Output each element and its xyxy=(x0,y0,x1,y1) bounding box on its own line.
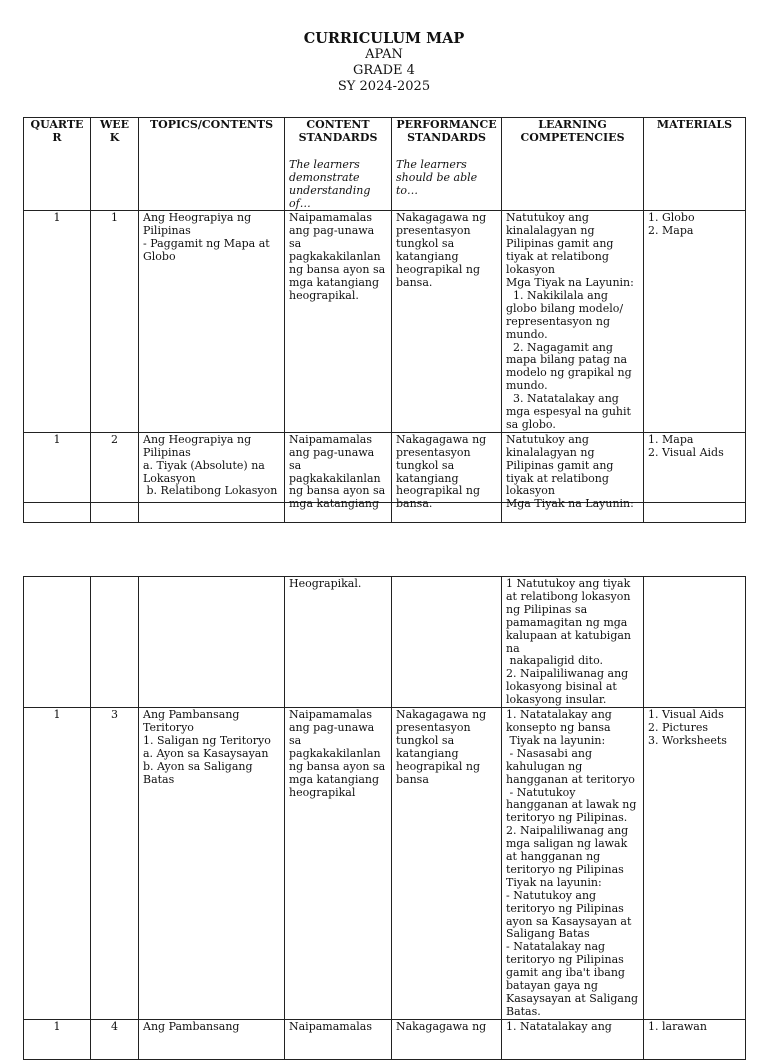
document-subject: APAN xyxy=(365,47,403,62)
text-line: 1. Saligan ng Teritoryo xyxy=(143,733,271,747)
text-line: Pilipinas gamit ang xyxy=(506,237,614,251)
text-line: heograpikal ng xyxy=(396,484,480,498)
text-line: ang pag-unawa xyxy=(289,720,375,734)
text-line: Naipamamalas xyxy=(289,708,372,722)
text-line: Nakagagawa ng xyxy=(396,1019,487,1033)
text-line: b. Ayon sa Saligang xyxy=(143,759,253,773)
week-cell: 4 xyxy=(91,1019,139,1059)
text-line: R xyxy=(52,130,62,144)
col-header-materials xyxy=(644,118,746,211)
text-line: TOPICS/CONTENTS xyxy=(149,118,274,131)
document-header xyxy=(0,31,768,95)
text-line: - Paggamit ng Mapa at xyxy=(143,237,270,251)
text-line: LEARNING xyxy=(538,118,607,131)
text-line: katangiang xyxy=(396,250,459,264)
text-line: b. Relatibong Lokasyon xyxy=(143,484,278,498)
text-line: mga katangiang xyxy=(289,497,380,511)
text-line: The learners xyxy=(289,157,360,171)
text-line: 1. larawan xyxy=(648,1019,707,1033)
text-line: tungkol sa xyxy=(396,237,455,251)
text-line: ng bansa ayon sa xyxy=(289,484,386,498)
performance-standards-cell xyxy=(392,577,502,708)
document-title: CURRICULUM MAP xyxy=(303,30,465,47)
text-line: to… xyxy=(396,183,419,197)
text-line: katangiang xyxy=(396,471,459,485)
quarter-cell: 1 xyxy=(24,1019,91,1059)
col-header-content-standards xyxy=(285,118,392,211)
table-row-week-2-continued xyxy=(24,577,746,708)
text-line: nakapaligid dito. xyxy=(506,654,604,668)
text-line: teritoryo ng Pilipinas xyxy=(506,953,624,967)
text-line: The learners xyxy=(396,157,467,171)
text-line: mundo. xyxy=(506,327,548,341)
content-standards-cell xyxy=(285,211,392,432)
performance-standards-cell xyxy=(392,211,502,432)
text-line: STANDARDS xyxy=(298,130,378,144)
topics-cell xyxy=(139,708,285,1020)
text-line: lokasyon xyxy=(506,263,555,277)
text-line: Lokasyon xyxy=(143,471,196,485)
week-cell: 1 xyxy=(91,211,139,432)
materials-cell xyxy=(644,1019,746,1059)
text-line: Pilipinas xyxy=(143,445,191,459)
text-line: 3. Worksheets xyxy=(648,733,727,747)
text-line: 1. Natatalakay ang xyxy=(506,708,612,722)
curriculum-table-block-1 xyxy=(23,117,745,511)
week-cell: 2 xyxy=(91,432,139,522)
text-line: sa xyxy=(289,733,302,747)
text-line: 1. Natatalakay ang xyxy=(506,1019,612,1033)
text-line: representasyon ng xyxy=(506,314,610,328)
text-line: a. Tiyak (Absolute) na xyxy=(143,458,265,472)
text-line: pagkakakilanlan xyxy=(289,471,381,485)
text-line: PERFORMANCE xyxy=(396,118,497,131)
week-cell xyxy=(91,577,139,708)
text-line: ng Pilipinas sa xyxy=(506,602,588,616)
text-line: of… xyxy=(289,196,311,210)
performance-standards-cell xyxy=(392,708,502,1020)
text-line: pagkakakilanlan xyxy=(289,250,381,264)
document-school-year: SY 2024-2025 xyxy=(337,79,431,94)
text-line: teritoryo ng Pilipinas xyxy=(506,901,624,915)
text-line: at hangganan ng xyxy=(506,850,601,864)
text-line: Ang Pambansang xyxy=(143,708,240,722)
text-line: Batas. xyxy=(506,1004,541,1018)
text-line: batayan gaya ng xyxy=(506,979,598,993)
text-line: Mga Tiyak na Layunin: xyxy=(506,275,634,289)
text-line: 1. Visual Aids xyxy=(648,708,724,722)
text-line: Natutukoy ang xyxy=(506,211,589,225)
text-line: presentasyon xyxy=(396,224,471,238)
text-line: a. Ayon sa Kasaysayan xyxy=(143,746,269,760)
quarter-cell: 1 xyxy=(24,432,91,522)
text-line: kinalalagyan ng xyxy=(506,445,595,459)
text-line: CONTENT xyxy=(306,118,370,131)
table-row-week-4 xyxy=(24,1019,746,1059)
text-line: kinalalagyan ng xyxy=(506,224,595,238)
materials-cell xyxy=(644,708,746,1020)
text-line: Tiyak na layunin: xyxy=(506,733,606,747)
text-line: mga katangiang xyxy=(289,275,380,289)
text-line: WEE xyxy=(99,118,130,131)
text-line: - Nasasabi ang xyxy=(506,746,593,760)
text-line: QUARTE xyxy=(30,118,84,131)
text-line: presentasyon xyxy=(396,445,471,459)
text-line: Pilipinas gamit ang xyxy=(506,458,614,472)
content-standards-heading xyxy=(289,119,387,145)
col-header-topics xyxy=(139,118,285,211)
text-line: Naipamamalas xyxy=(289,432,372,446)
text-line: Saligang Batas xyxy=(506,927,590,941)
text-line: 2. Visual Aids xyxy=(648,445,724,459)
topics-cell xyxy=(139,211,285,432)
curriculum-table-part-2 xyxy=(23,576,746,1060)
competencies-cell xyxy=(502,211,644,432)
materials-cell xyxy=(644,211,746,432)
text-line: lokasyong bisinal at xyxy=(506,680,617,694)
text-line: Nakagagawa ng xyxy=(396,708,487,722)
text-line: 2. Naipaliliwanag ang xyxy=(506,667,629,681)
table-row-week-3 xyxy=(24,708,746,1020)
competencies-cell xyxy=(502,708,644,1020)
text-line: sa xyxy=(289,458,302,472)
text-line: Batas xyxy=(143,772,175,786)
text-line: gamit ang iba't ibang xyxy=(506,966,625,980)
text-line: heograpikal ng xyxy=(396,759,480,773)
performance-standards-cell xyxy=(392,1019,502,1059)
text-line: Natutukoy ang xyxy=(506,432,589,446)
text-line: ng bansa ayon sa xyxy=(289,263,386,277)
topics-cell xyxy=(139,1019,285,1059)
text-line: MATERIALS xyxy=(656,118,733,131)
curriculum-table-block-2 xyxy=(23,576,745,1033)
text-line: 1. Globo xyxy=(648,211,695,225)
text-line: Heograpikal. xyxy=(289,577,362,590)
table-header-row xyxy=(24,118,746,211)
text-line: heograpikal. xyxy=(289,288,359,302)
text-line: bansa. xyxy=(396,497,433,511)
text-line: ang pag-unawa xyxy=(289,445,375,459)
text-line: - Natutukoy xyxy=(506,785,576,799)
quarter-cell xyxy=(24,577,91,708)
text-line: Ang Heograpiya ng xyxy=(143,211,252,225)
text-line: lokasyong insular. xyxy=(506,693,607,707)
text-line: mundo. xyxy=(506,379,548,393)
text-line: mga saligan ng lawak xyxy=(506,837,628,851)
text-line: tiyak at relatibong xyxy=(506,471,609,485)
text-line: ng bansa ayon sa xyxy=(289,759,386,773)
text-line: hangganan at lawak ng xyxy=(506,798,637,812)
text-line: - Natutukoy ang xyxy=(506,888,597,902)
topics-cell xyxy=(139,432,285,522)
text-line: 3. Natatalakay ang xyxy=(506,392,619,406)
text-line: should be able xyxy=(396,170,478,184)
col-header-competencies xyxy=(502,118,644,211)
text-line: K xyxy=(109,130,120,144)
text-line: bansa xyxy=(396,772,429,786)
text-line: presentasyon xyxy=(396,720,471,734)
text-line: STANDARDS xyxy=(407,130,486,144)
text-line: teritoryo ng Pilipinas xyxy=(506,862,624,876)
text-line: Nakagagawa ng xyxy=(396,432,487,446)
quarter-cell: 1 xyxy=(24,211,91,432)
text-line: bansa. xyxy=(396,275,433,289)
competencies-cell xyxy=(502,432,644,522)
text-line: Teritoryo xyxy=(143,720,194,734)
materials-cell xyxy=(644,577,746,708)
text-line: Ang Pambansang xyxy=(143,1019,240,1033)
text-line: Mga Tiyak na Layunin: xyxy=(506,497,634,511)
curriculum-table-part-1 xyxy=(23,117,746,523)
text-line: pamamagitan ng mga xyxy=(506,615,628,629)
competencies-cell xyxy=(502,577,644,708)
content-standards-cell xyxy=(285,708,392,1020)
text-line: 2. Nagagamit ang xyxy=(506,340,613,354)
text-line: ayon sa Kasaysayan at xyxy=(506,914,632,928)
text-line: Tiyak na layunin: xyxy=(506,875,602,889)
text-line: teritoryo ng Pilipinas. xyxy=(506,811,628,825)
text-line: sa xyxy=(289,237,302,251)
text-line: 2. Naipaliliwanag ang xyxy=(506,824,629,838)
text-line: Nakagagawa ng xyxy=(396,211,487,225)
performance-standards-note xyxy=(396,159,497,198)
col-header-performance-standards xyxy=(392,118,502,211)
text-line: pagkakakilanlan xyxy=(289,746,381,760)
text-line: Kasaysayan at Saligang xyxy=(506,992,639,1005)
text-line: Ang Heograpiya ng xyxy=(143,432,252,446)
content-standards-cell xyxy=(285,577,392,708)
performance-standards-heading xyxy=(396,119,497,145)
text-line: mga espesyal na guhit xyxy=(506,405,631,419)
text-line: tungkol sa xyxy=(396,458,455,472)
text-line: 1. Mapa xyxy=(648,432,694,446)
text-line: mga katangiang xyxy=(289,772,380,786)
text-line: tiyak at relatibong xyxy=(506,250,609,264)
text-line: tungkol sa xyxy=(396,733,455,747)
text-line: lokasyon xyxy=(506,484,555,498)
content-standards-cell xyxy=(285,432,392,522)
text-line: kalupaan at katubigan xyxy=(506,628,632,642)
text-line: COMPETENCIES xyxy=(520,130,625,144)
text-line: modelo ng grapikal ng xyxy=(506,366,632,380)
text-line: Naipamamalas xyxy=(289,211,372,225)
text-line: at relatibong lokasyon xyxy=(506,589,631,603)
text-line: demonstrate xyxy=(289,170,360,184)
col-header-week xyxy=(91,118,139,211)
quarter-cell: 1 xyxy=(24,708,91,1020)
content-standards-note xyxy=(289,159,387,211)
text-line: - Natatalakay nag xyxy=(506,940,606,954)
table-row-week-1 xyxy=(24,211,746,432)
topics-cell xyxy=(139,577,285,708)
text-line: 2. Pictures xyxy=(648,720,708,734)
text-line: mapa bilang patag na xyxy=(506,353,628,367)
text-line: heograpikal ng xyxy=(396,263,480,277)
col-header-quarter xyxy=(24,118,91,211)
document-grade: GRADE 4 xyxy=(353,63,415,78)
text-line: heograpikal xyxy=(289,785,356,799)
text-line: 2. Mapa xyxy=(648,224,694,238)
table-row-week-2 xyxy=(24,432,746,522)
text-line: Pilipinas xyxy=(143,224,191,238)
text-line: Naipamamalas xyxy=(289,1019,372,1033)
text-line: konsepto ng bansa xyxy=(506,720,611,734)
competencies-cell xyxy=(502,1019,644,1059)
text-line: kahulugan ng xyxy=(506,759,583,773)
text-line: na xyxy=(506,641,520,655)
text-line: ang pag-unawa xyxy=(289,224,375,238)
materials-cell xyxy=(644,432,746,522)
text-line: Globo xyxy=(143,250,176,264)
text-line: hangganan at teritoryo xyxy=(506,772,635,786)
text-line: 1 Natutukoy ang tiyak xyxy=(506,577,631,590)
text-line: globo bilang modelo/ xyxy=(506,301,624,315)
week-cell: 3 xyxy=(91,708,139,1020)
text-line: katangiang xyxy=(396,746,459,760)
text-line: 1. Nakikilala ang xyxy=(506,288,608,302)
performance-standards-cell xyxy=(392,432,502,522)
text-line: understanding xyxy=(289,183,371,197)
content-standards-cell xyxy=(285,1019,392,1059)
text-line: sa globo. xyxy=(506,417,556,431)
